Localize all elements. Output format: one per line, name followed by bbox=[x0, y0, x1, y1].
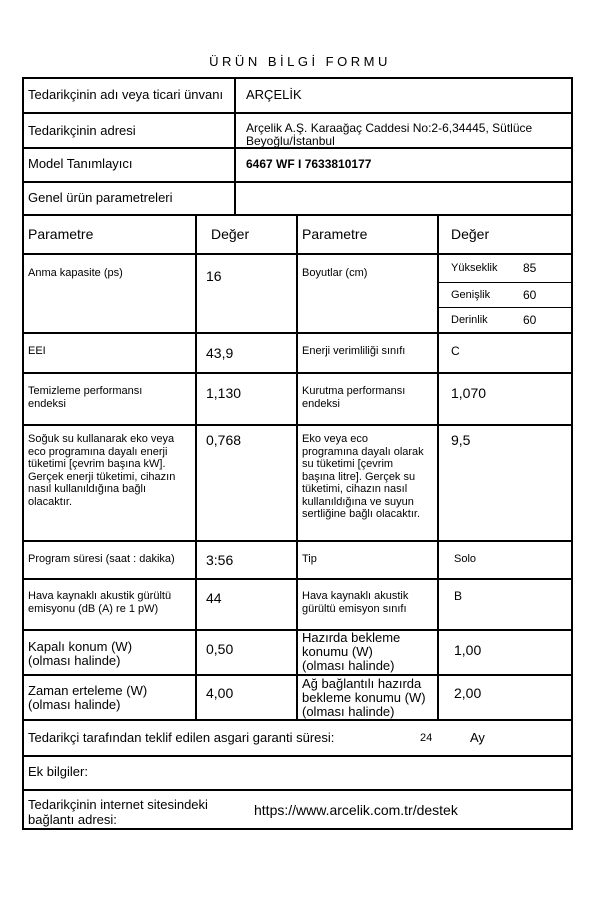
networked-standby-label: Ağ bağlantılı hazırda bekleme konumu (W) (olması halinde) bbox=[302, 676, 426, 719]
drying-value: 1,070 bbox=[451, 385, 487, 401]
noise-class-value: B bbox=[454, 589, 463, 603]
website-label: Tedarikçinin internet sitesindeki bağlantı adresi: bbox=[28, 797, 208, 827]
supplier-name-label: Tedarikçinin adı veya ticari ünvanı bbox=[28, 87, 224, 102]
water-consumption-value: 9,5 bbox=[451, 432, 471, 448]
type-label: Tip bbox=[302, 553, 317, 565]
model-value: 6467 WF I 7633810177 bbox=[246, 157, 372, 171]
cell-divider bbox=[437, 307, 573, 308]
standby-label: Hazırda bekleme konumu (W) (olması halinde) bbox=[302, 630, 401, 673]
depth-value: 60 bbox=[523, 313, 537, 327]
capacity-label: Anma kapasite (ps) bbox=[28, 267, 123, 279]
off-mode-label: Kapalı konum (W) (olması halinde) bbox=[28, 639, 133, 668]
energy-class-value: C bbox=[451, 344, 460, 358]
header-value-1: Değer bbox=[211, 226, 250, 242]
height-value: 85 bbox=[523, 261, 537, 275]
website-url[interactable]: https://www.arcelik.com.tr/destek bbox=[254, 802, 458, 818]
networked-standby-value: 2,00 bbox=[454, 685, 482, 701]
header-parameter-2: Parametre bbox=[302, 226, 368, 242]
warranty-label: Tedarikçi tarafından teklif edilen asgari garanti süresi: bbox=[28, 730, 335, 745]
eei-label: EEI bbox=[28, 345, 46, 357]
height-label: Yükseklik bbox=[451, 262, 498, 274]
noise-class-label: Hava kaynaklı akustik gürültü emisyon sınıfı bbox=[302, 590, 409, 615]
supplier-name-value: ARÇELİK bbox=[246, 87, 302, 102]
warranty-value: 24 bbox=[420, 732, 433, 744]
water-consumption-label: Eko veya eco programına dayalı olarak su tüketimi [çevrim başına litre]. Gerçek su tüketimi, cihazın nasıl kullanıldığına ve suyun sertliğine bağlı olacaktır. bbox=[302, 433, 424, 520]
width-value: 60 bbox=[523, 288, 537, 302]
energy-consumption-value: 0,768 bbox=[206, 432, 242, 448]
depth-label: Derinlik bbox=[451, 314, 488, 326]
column-divider bbox=[437, 214, 439, 720]
noise-label: Hava kaynaklı akustik gürültü emisyonu (dB (A) re 1 pW) bbox=[28, 590, 172, 615]
additional-info-label: Ek bilgiler: bbox=[28, 764, 88, 779]
standby-value: 1,00 bbox=[454, 642, 482, 658]
column-divider bbox=[195, 214, 197, 720]
noise-value: 44 bbox=[206, 590, 222, 606]
row-divider bbox=[22, 755, 573, 757]
cell-divider bbox=[437, 282, 573, 283]
warranty-unit: Ay bbox=[470, 730, 485, 745]
header-value-2: Değer bbox=[451, 226, 490, 242]
capacity-value: 16 bbox=[206, 268, 222, 284]
width-label: Genişlik bbox=[451, 289, 491, 301]
form-title: ÜRÜN BİLGİ FORMU bbox=[209, 54, 391, 69]
delay-start-value: 4,00 bbox=[206, 685, 234, 701]
model-label: Model Tanımlayıcı bbox=[28, 156, 133, 171]
row-divider bbox=[22, 789, 573, 791]
row-divider bbox=[22, 112, 573, 114]
supplier-address-value: Arçelik A.Ş. Karaağaç Caddesi No:2-6,34445, Sütlüce Beyoğlu/İstanbul bbox=[246, 121, 533, 148]
column-divider bbox=[234, 77, 236, 215]
delay-start-label: Zaman erteleme (W) (olması halinde) bbox=[28, 683, 148, 712]
cleaning-value: 1,130 bbox=[206, 385, 242, 401]
dimensions-label: Boyutlar (cm) bbox=[302, 267, 368, 279]
type-value: Solo bbox=[454, 553, 477, 565]
general-params-label: Genel ürün parametreleri bbox=[28, 190, 173, 205]
drying-label: Kurutma performansı endeksi bbox=[302, 385, 406, 410]
program-duration-label: Program süresi (saat : dakika) bbox=[28, 553, 175, 565]
header-parameter-1: Parametre bbox=[28, 226, 94, 242]
column-divider bbox=[296, 214, 298, 720]
supplier-address-label: Tedarikçinin adresi bbox=[28, 123, 136, 138]
program-duration-value: 3:56 bbox=[206, 552, 234, 568]
energy-consumption-label: Soğuk su kullanarak eko veya eco programına dayalı enerji tüketimi [çevrim başına kW]. Gerçek enerji tüketimi, cihazın nasıl kullanıldığına bağlı olacaktır. bbox=[28, 433, 176, 508]
eei-value: 43,9 bbox=[206, 345, 234, 361]
off-mode-value: 0,50 bbox=[206, 641, 234, 657]
row-divider bbox=[22, 181, 573, 183]
energy-class-label: Enerji verimliliği sınıfı bbox=[302, 345, 406, 357]
cleaning-label: Temizleme performansı endeksi bbox=[28, 385, 143, 410]
